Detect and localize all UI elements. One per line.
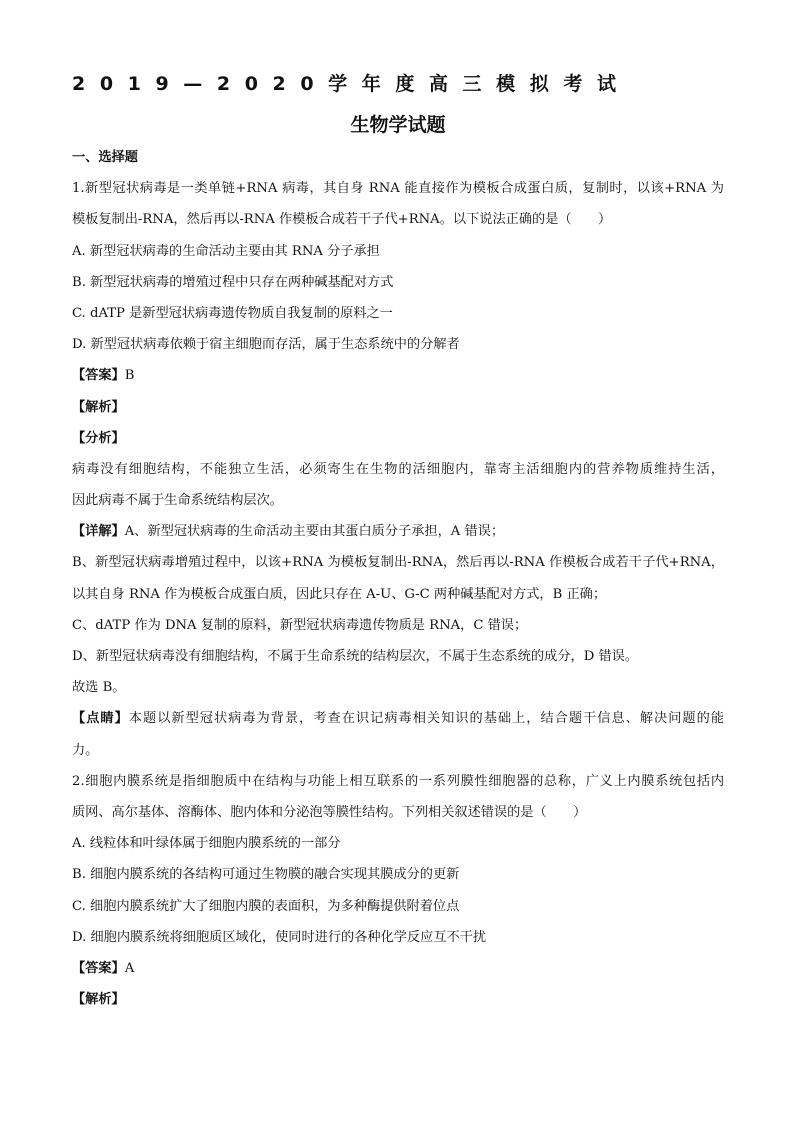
q1-detail-tag: 【详解】	[72, 524, 125, 540]
q1-detail-a	[72, 516, 724, 547]
q1-comment-line-1: 本题以新型冠状病毒为背景，考查在识记病毒相关知识的基础上，结合题干信息、解决问题的能	[128, 711, 724, 727]
q2-option-c: C. 细胞内膜系统扩大了细胞内膜的表面积，为多种酶提供附着位点	[72, 898, 460, 914]
q1-answer-value: B	[124, 368, 135, 384]
q1-comment	[72, 703, 724, 734]
section-heading: 一、选择题	[72, 150, 138, 165]
q2-stem-line-1: 2.细胞内膜系统是指细胞质中在结构与功能上相互联系的一系列膜性细胞器的总称，广义上内膜系统包括内	[72, 773, 724, 789]
q1-option-c: C. dATP 是新型冠状病毒遗传物质自我复制的原料之一	[72, 305, 393, 321]
q1-option-b: B. 新型冠状病毒的增殖过程中只存在两种碱基配对方式	[72, 274, 394, 290]
exam-title: 2019—2020学年度高三模拟考试	[72, 73, 631, 95]
q2-stem-line-2: 质网、高尔基体、溶酶体、胞内体和分泌泡等膜性结构。下列相关叙述错误的是（ ）	[72, 804, 587, 820]
q1-answer-tag: 【答案】	[72, 368, 125, 384]
q2-answer-value: A	[124, 960, 135, 976]
question-section	[72, 142, 724, 1015]
q1-fenxi-line-1: 病毒没有细胞结构，不能独立生活，必须寄生在生物的活细胞内，靠寄主活细胞内的营养物质维持生活，	[72, 461, 724, 477]
q1-answer	[72, 360, 724, 391]
q1-detail-c: C、dATP 作为 DNA 复制的原料，新型冠状病毒遗传物质是 RNA，C 错误；	[72, 617, 528, 633]
q1-detail-b-line-1: B、新型冠状病毒增殖过程中，以该+RNA 为模板复制出-RNA，然后再以-RNA 作模板合成若干子代+RNA，	[72, 555, 724, 571]
q2-analysis-tag: 【解析】	[72, 992, 125, 1008]
q2-answer-tag: 【答案】	[72, 960, 125, 976]
q2-option-d: D. 细胞内膜系统将细胞质区域化，使同时进行的各种化学反应互不干扰	[72, 929, 487, 945]
q1-fenxi-line-2: 因此病毒不属于生命系统结构层次。	[72, 493, 283, 509]
q1-stem-line-2: 模板复制出-RNA，然后再以-RNA 作模板合成若干子代+RNA。以下说法正确的是（ ）	[72, 212, 612, 228]
q1-stem-line-1: 1.新型冠状病毒是一类单链+RNA 病毒，其自身 RNA 能直接作为模板合成蛋白质，复制时，以该+RNA 为	[72, 181, 724, 197]
q1-option-a: A. 新型冠状病毒的生命活动主要由其 RNA 分子承担	[72, 243, 380, 259]
q2-option-b: B. 细胞内膜系统的各结构可通过生物膜的融合实现其膜成分的更新	[72, 867, 460, 883]
q1-detail-a-text: A、新型冠状病毒的生命活动主要由其蛋白质分子承担，A 错误；	[124, 524, 505, 540]
q1-analysis-tag: 【解析】	[72, 399, 125, 415]
question-1	[72, 173, 724, 766]
q2-option-a: A. 线粒体和叶绿体属于细胞内膜系统的一部分	[72, 836, 341, 852]
question-2	[72, 766, 724, 1016]
q1-detail-b-line-2: 以其自身 RNA 作为模板合成蛋白质，因此只存在 A-U、G-C 两种碱基配对方式，B 正确；	[72, 586, 607, 602]
q1-conclusion: 故选 B。	[72, 680, 126, 696]
exam-subtitle: 生物学试题	[350, 114, 446, 136]
q1-comment-tag: 【点睛】	[72, 711, 129, 727]
q1-option-d: D. 新型冠状病毒依赖于宿主细胞而存活，属于生态系统中的分解者	[72, 337, 460, 353]
q1-fenxi-tag: 【分析】	[72, 430, 125, 446]
q1-comment-line-2: 力。	[72, 742, 99, 758]
q2-answer	[72, 953, 724, 984]
q1-detail-d: D、新型冠状病毒没有细胞结构，不属于生命系统的结构层次，不属于生态系统的成分，D 错误。	[72, 649, 639, 664]
